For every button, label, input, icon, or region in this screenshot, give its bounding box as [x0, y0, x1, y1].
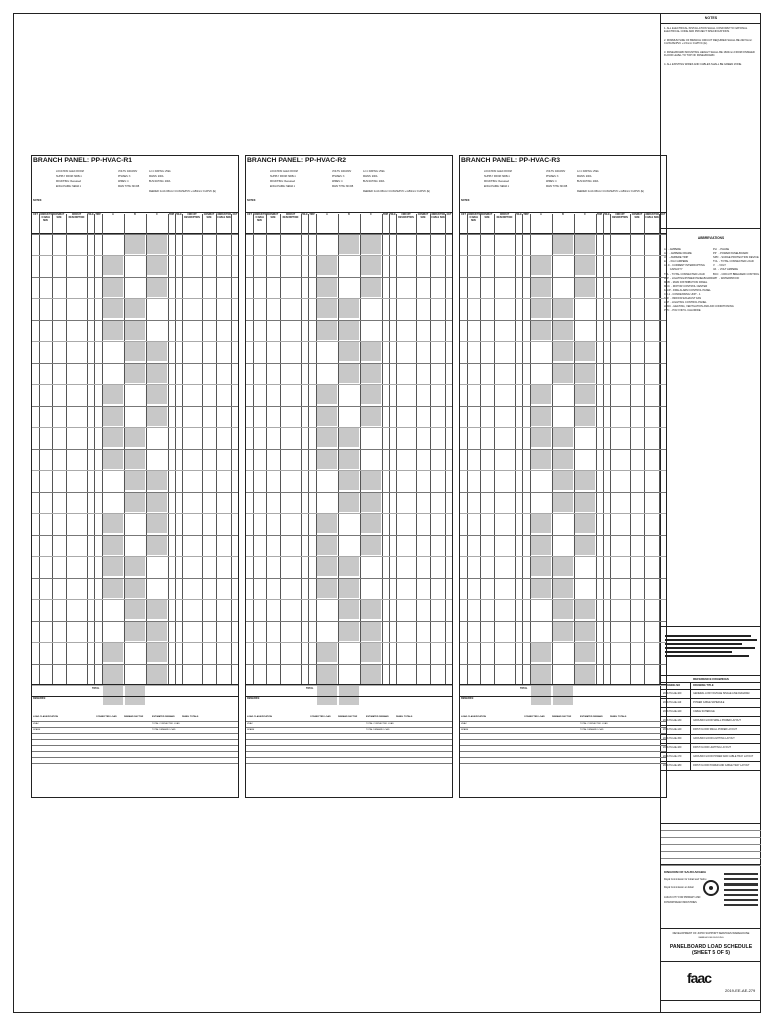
load-row-label: TOTAL CONNECTED LOAD	[152, 723, 180, 725]
load-table-header: CONNECTED LOAD	[524, 716, 545, 718]
project-subtitle: WAREHOUSE BUILDING	[698, 937, 724, 939]
panel-notes-label: NOTES:	[247, 199, 257, 202]
reference-row	[661, 735, 761, 744]
column-header: CIRCUIT DESCRIPTION	[398, 214, 414, 219]
panel-info: MAINS: 200A	[577, 175, 592, 178]
column-header: CIRCUIT DESCRIPTION	[612, 214, 628, 219]
ref-title: GROUND FLOOR SMALL POWER LAYOUT	[693, 719, 741, 722]
column-header: CONDUCTOR / CABLE SIZE	[253, 214, 268, 222]
column-header: CONDUIT SIZE	[631, 214, 643, 219]
load-table-header: PANEL TOTALS	[396, 716, 413, 718]
client-line: JAZAN CITY FOR PRIMARY AND	[664, 896, 701, 899]
column-header: CONDUIT SIZE	[267, 214, 279, 219]
remarks-label: REMARKS:	[461, 697, 474, 700]
panel-notes-label: NOTES:	[461, 199, 471, 202]
column-header: CIRCUIT DESCRIPTION	[68, 214, 85, 219]
panel-title: BRANCH PANEL: PP-HVAC-R3	[461, 157, 561, 164]
panel-info: ENCLOSURE: NEMA 1	[270, 185, 295, 188]
faac-logo: faac	[687, 970, 712, 986]
panel-info: SUPPLY FROM: MDB-1	[484, 175, 510, 178]
ref-title: POWER CABLE SCHEDULE	[693, 701, 725, 704]
column-header: B	[348, 214, 350, 216]
panel-info: BUS RATING: 200A	[149, 180, 171, 183]
column-header: CONDUCTOR / CABLE SIZE	[216, 214, 231, 219]
panel-info: MOUNTING: Recessed	[270, 180, 295, 183]
arabic-client-text	[724, 870, 758, 909]
reference-drawings	[661, 675, 761, 805]
ref-number: 2019-HU-AE-130	[661, 717, 691, 725]
column-header: A	[326, 214, 328, 216]
panel-info: VOLTS: 400/230V	[332, 170, 352, 173]
panel-info: VOLTS: 400/230V	[546, 170, 566, 173]
abbreviations-title: ABBREVIATIONS	[697, 236, 725, 240]
load-table-header: DEMAND FACTOR	[124, 716, 144, 718]
load-table-header: PANEL TOTALS	[182, 716, 199, 718]
remarks-label: REMARKS:	[247, 697, 260, 700]
column-header: CIRCUIT DESCRIPTION	[184, 214, 200, 219]
ref-title: FIRST FLOOR SMALL POWER LAYOUT	[693, 728, 738, 731]
panel-schedule	[31, 155, 239, 798]
project-block	[661, 929, 761, 962]
panel-info: LOCATION: ELEC ROOM	[484, 170, 512, 173]
panel-title: BRANCH PANEL: PP-HVAC-R2	[247, 157, 347, 164]
ref-col-title: DRAWING TITLE	[693, 684, 714, 687]
consultant-block	[661, 962, 761, 1001]
panel-info: ENCLOSURE: NEMA 1	[56, 185, 81, 188]
panel-info: BUS RATING: 200A	[577, 180, 599, 183]
panel-info: A.I.C RATING: 25kA	[577, 170, 599, 173]
load-table-header: ESTIMATED DEMAND	[152, 716, 175, 718]
panel-info: MAINS: 200A	[363, 175, 378, 178]
panel-info: SUPPLY FROM: MDB-1	[270, 175, 296, 178]
note-item: 2. MINIMUM SIZE OF BRANCH CIRCUIT REQUIRED SHALL BE 2#2.5mm² CU/XLPE/PVC +1.5mm² CU/PVC (E).	[664, 39, 753, 45]
ref-number: 2019-HU-AE-140	[661, 726, 691, 734]
load-table-header: LOAD CLASSIFICATION	[247, 716, 272, 718]
load-row-label: TOTAL DEMAND LOAD	[580, 729, 604, 731]
load-table-header: DEMAND FACTOR	[552, 716, 572, 718]
column-header: POLE	[603, 214, 610, 216]
totals-label: TOTAL	[520, 688, 528, 690]
client-line: Royal Commission at Jubail	[664, 886, 694, 889]
panel-info: SUPPLY FROM: MDB-1	[56, 175, 82, 178]
column-header: CKT	[446, 214, 452, 216]
ref-number: 2019-HU-AE-120	[661, 708, 691, 716]
load-table-header: LOAD CLASSIFICATION	[33, 716, 58, 718]
column-header: POLE	[301, 214, 308, 216]
load-table-header: DEMAND FACTOR	[338, 716, 358, 718]
column-header: TRIP	[596, 214, 603, 216]
column-header: A	[540, 214, 542, 216]
column-header: TRIP	[168, 214, 175, 216]
panel-info: MOUNTING: Recessed	[56, 180, 81, 183]
reference-row	[661, 699, 761, 708]
column-header: CKT	[247, 214, 252, 216]
column-header: POLE	[87, 214, 94, 216]
column-header: CIRCUIT DESCRIPTION	[282, 214, 299, 219]
column-header: CONDUCTOR / CABLE SIZE	[430, 214, 445, 219]
totals-label: TOTAL	[92, 688, 100, 690]
load-row-label: TOTAL DEMAND LOAD	[366, 729, 390, 731]
totals-label: TOTAL	[306, 688, 314, 690]
sheet-title: PANELBOARD LOAD SCHEDULE (SHEET 5 OF 5)	[669, 944, 753, 956]
column-header: CONDUIT SIZE	[481, 214, 493, 219]
column-header: A	[112, 214, 114, 216]
ref-number: 2019-HU-AE-110	[661, 699, 691, 707]
panel-info: VOLTS: 400/230V	[118, 170, 138, 173]
ref-number: 2019-HU-AE-170	[661, 753, 691, 761]
column-header: CKT	[232, 214, 238, 216]
load-summary-table	[246, 716, 452, 776]
load-table-header: CONNECTED LOAD	[96, 716, 117, 718]
reference-row	[661, 762, 761, 771]
panel-feeder: FEEDER: 4x1C-95mm² CU/XLPE/PVC +1x50mm² CU/PVC (E)	[577, 190, 644, 193]
panel-info: WIRES: 4	[118, 180, 129, 183]
panel-info: MAINS: 200A	[149, 175, 164, 178]
column-header: POLE	[175, 214, 182, 216]
column-header: B	[562, 214, 564, 216]
panel-info: MOUNTING: Recessed	[484, 180, 509, 183]
load-row-label: TOTAL CONNECTED LOAD	[366, 723, 394, 725]
reference-row	[661, 744, 761, 753]
abbreviations-section	[661, 226, 761, 627]
load-table-header: ESTIMATED DEMAND	[580, 716, 603, 718]
load-table-header: LOAD CLASSIFICATION	[461, 716, 486, 718]
load-table-header: CONNECTED LOAD	[310, 716, 331, 718]
panel-info: A.I.C RATING: 25kA	[149, 170, 171, 173]
client-block	[661, 866, 761, 929]
column-header: POLE	[389, 214, 396, 216]
panel-feeder: FEEDER: 4x1C-95mm² CU/XLPE/PVC +1x50mm² CU/PVC (E)	[149, 190, 216, 193]
column-header: C	[156, 214, 158, 216]
ref-title: GENERAL LOW VOLTAGE SINGLE LINE DIAGRAM	[693, 692, 750, 695]
panel-info: BUS RATING: 200A	[363, 180, 385, 183]
reference-row	[661, 717, 761, 726]
panel-info: MAIN TYPE: MCCB	[546, 185, 568, 188]
client-line: DOWNSTREAM INDUSTRIES	[664, 901, 697, 904]
ref-title: FIRST FLOOR POWER AND CABLE TRAY LAYOUT	[693, 764, 750, 767]
kingdom-line: KINGDOM OF SAUDI ARABIA	[664, 870, 707, 874]
client-line: Royal Commission for Jubail and Yanbu	[664, 878, 707, 881]
column-header: POLE	[515, 214, 522, 216]
load-row-label: TOTAL CONNECTED LOAD	[580, 723, 608, 725]
notes-section	[661, 13, 761, 229]
abbreviations-left: A - AMPERE AF - AMPERE FRAME AT - AMPERE TRIP kA - KILO AMPERE A.I.C - CURRENT INTERRUPTING CAPACITY TCL - TOTAL CONNECTED LOAD LPP - LIGHTING/POWER PANELBOARD MDB - MAIN DISTRIBUTION PANEL MCC - MOTOR CONTROL CENTER FACP - FIRE ALARM CONTROL PANEL CU-1 - CONDENSING UNIT - 1 EEF - INDOOR EXHAUST FAN LCP - LIGHTING CONTROL PANEL HVAC - HEATING, VENTILATION AND AIR CONDITIONING PVC - POLYVINYL CHLORIDE	[664, 248, 734, 313]
panel-notes-label: NOTES:	[33, 199, 43, 202]
ref-title: GROUND FLOOR POWER AND CABLE TRAY LAYOUT	[693, 755, 754, 758]
reference-title: REFERENCE DRAWINGS	[661, 675, 761, 683]
panel-info: PHASES: 3	[546, 175, 559, 178]
reference-row	[661, 708, 761, 717]
reference-row	[661, 690, 761, 699]
panel-info: WIRES: 4	[546, 180, 557, 183]
panel-schedule	[459, 155, 667, 798]
note-item: 4. ALL EXISTING WIRES AND CABLES SHALL BE GREEN ZONE.	[664, 63, 742, 66]
column-header: CKT	[33, 214, 38, 216]
panel-info: PHASES: 3	[332, 175, 345, 178]
arabic-text-image	[665, 633, 761, 667]
load-row-label: HVAC	[247, 723, 253, 725]
ref-title: FIRST FLOOR LIGHTING LAYOUT	[693, 746, 731, 749]
load-row-label: SPARE	[461, 729, 469, 731]
notes-title: NOTES	[704, 16, 718, 20]
ref-number: 2019-HU-AE-160	[661, 744, 691, 752]
column-header: CONDUIT SIZE	[203, 214, 215, 219]
column-header: TRIP	[309, 214, 315, 216]
panel-schedule	[245, 155, 453, 798]
column-header: TRIP	[95, 214, 101, 216]
reference-row	[661, 726, 761, 735]
revision-grid	[661, 823, 761, 865]
royal-commission-emblem-icon	[703, 880, 719, 896]
panel-info: LOCATION: ELEC ROOM	[270, 170, 298, 173]
note-item: 1. ALL ELECTRICAL INSTALLATION SHALL CONFORM TO NATIONAL ELECTRICAL CODE AND PROJECT SPECIFICATIONS.	[664, 27, 748, 33]
column-header: CKT	[660, 214, 666, 216]
load-row-label: HVAC	[461, 723, 467, 725]
panel-info: LOCATION: ELEC ROOM	[56, 170, 84, 173]
load-row-label: TOTAL DEMAND LOAD	[152, 729, 176, 731]
panel-info: WIRES: 4	[332, 180, 343, 183]
remarks-label: REMARKS:	[33, 697, 46, 700]
load-row-label: SPARE	[247, 729, 255, 731]
drawing-number: 2019-EE-AE-279	[725, 988, 756, 993]
panel-info: ENCLOSURE: NEMA 1	[484, 185, 509, 188]
load-table-header: PANEL TOTALS	[610, 716, 627, 718]
column-header: CONDUIT SIZE	[53, 214, 65, 219]
column-header: CONDUCTOR / CABLE SIZE	[644, 214, 659, 219]
ref-number: 2019-HU-AE-150	[661, 735, 691, 743]
column-header: CKT	[461, 214, 466, 216]
load-summary-table	[32, 716, 238, 776]
column-header: TRIP	[523, 214, 529, 216]
load-row-label: SPARE	[33, 729, 41, 731]
panel-title: BRANCH PANEL: PP-HVAC-R1	[33, 157, 133, 164]
column-header: CONDUIT SIZE	[417, 214, 429, 219]
panel-info: MAIN TYPE: MCCB	[332, 185, 354, 188]
note-item: 3. PANELBOARD MOUNTING HEIGHT SHALL BE 1600mm FROM FINISHED FLOOR LEVEL TO TOP OF PANELBOARD.	[664, 51, 755, 57]
column-header: C	[584, 214, 586, 216]
reference-row	[661, 753, 761, 762]
panel-feeder: FEEDER: 4x1C-95mm² CU/XLPE/PVC +1x50mm² CU/PVC (E)	[363, 190, 430, 193]
column-header: CIRCUIT DESCRIPTION	[496, 214, 513, 219]
abbreviations-right: PH - PHASE PP - POWER PANELBOARD SPD - SURGE PROTECTION DEVICE TCL - TOTAL CONNECTED LOAD V - VOLT VA - VOLT AMPERE BCC - CIRCUIT BREAKER/ CONTROL WP - WATERPROOF	[713, 248, 760, 280]
load-table-header: ESTIMATED DEMAND	[366, 716, 389, 718]
column-header: TRIP	[382, 214, 389, 216]
panel-info: MAIN TYPE: MCCB	[118, 185, 140, 188]
load-row-label: HVAC	[33, 723, 39, 725]
ref-number: 2019-HU-AE-100	[661, 690, 691, 698]
project-name: DEVELOPMENT OF JCPDI SUPPORT SERVICES WAREHOUSE	[672, 932, 750, 935]
column-header: CONDUCTOR / CABLE SIZE	[467, 214, 482, 222]
column-header: CONDUCTOR / CABLE SIZE	[39, 214, 54, 222]
panel-info: A.I.C RATING: 25kA	[363, 170, 385, 173]
ref-number: 2019-HU-AE-180	[661, 762, 691, 770]
load-summary-table	[460, 716, 666, 776]
ref-col-number: DRAWING NO	[661, 683, 691, 689]
column-header: B	[134, 214, 136, 216]
ref-title: GROUND FLOOR LIGHTING LAYOUT	[693, 737, 735, 740]
panel-info: PHASES: 3	[118, 175, 131, 178]
arabic-logo-block	[663, 633, 759, 673]
column-header: C	[370, 214, 372, 216]
ref-title: CABLE SCHEDULE	[693, 710, 715, 713]
title-block	[660, 13, 761, 1013]
